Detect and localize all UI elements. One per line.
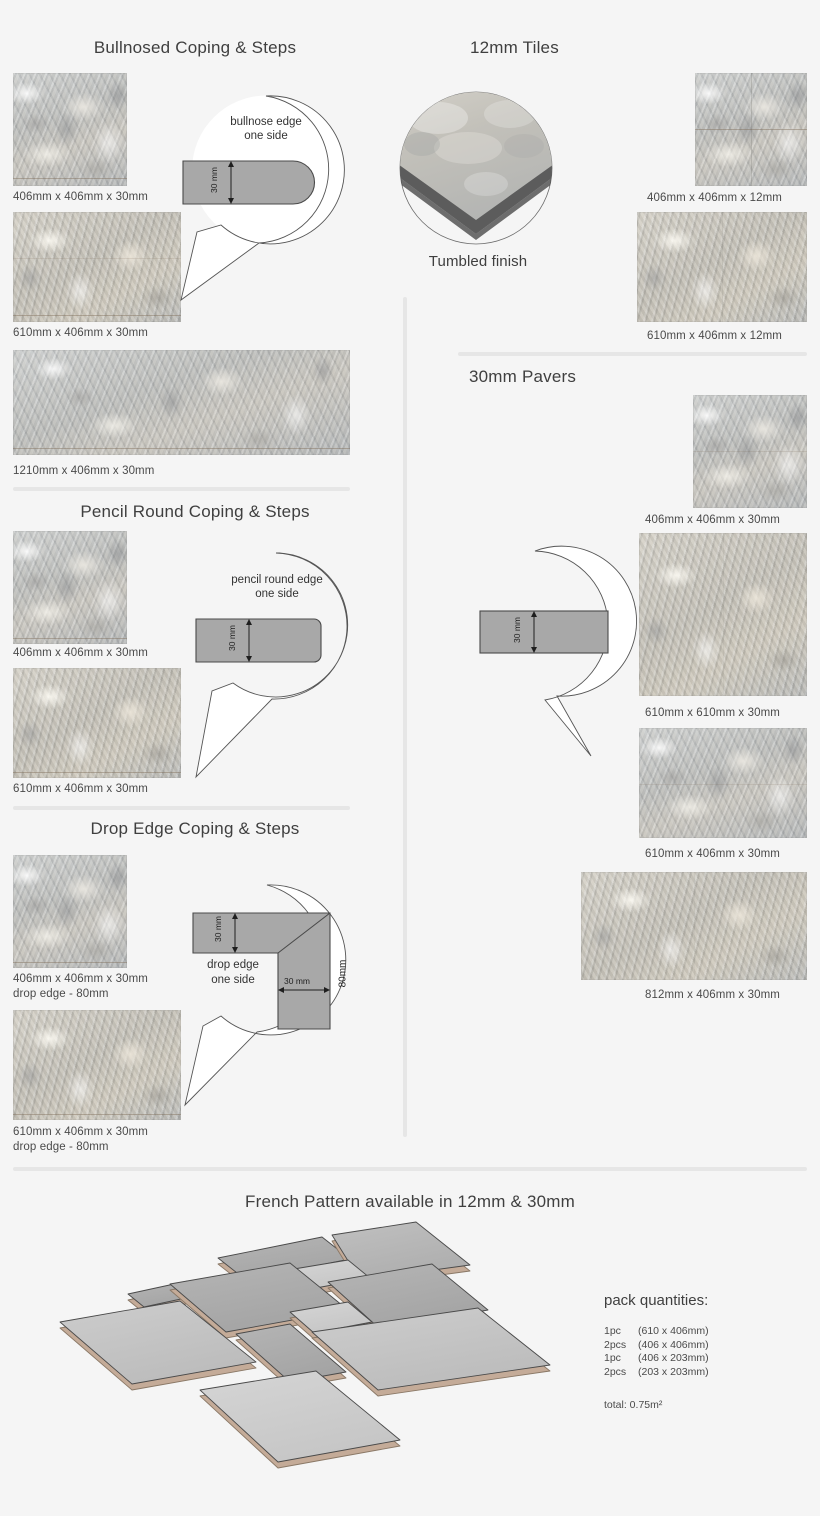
stone-seam	[693, 451, 807, 452]
pack-item-qty: 2pcs	[604, 1338, 627, 1351]
callout-line-1: pencil round edge	[231, 574, 323, 586]
pack-item-qty: 1pc	[604, 1325, 621, 1337]
callout-line-2: one side	[211, 974, 255, 986]
pack-total: total: 0.75m²	[604, 1399, 663, 1411]
callout-line-1: bullnose edge	[230, 116, 302, 128]
product-caption-dropedge-610	[13, 1125, 148, 1155]
stone-seam	[723, 533, 724, 696]
product-caption-tile-610: 610mm x 406mm x 12mm	[647, 330, 782, 342]
pack-item-size: (203 x 203mm)	[638, 1365, 709, 1378]
pack-item-qty: 1pc	[604, 1352, 621, 1364]
section-divider-2	[13, 806, 350, 810]
product-caption-paver-610: 610mm x 406mm x 30mm	[645, 848, 780, 860]
stone-seam	[13, 1114, 181, 1115]
callout-drop-edge	[185, 880, 360, 1120]
section-title-drop-edge: Drop Edge Coping & Steps	[90, 819, 300, 838]
callout-line-2: one side	[255, 588, 299, 600]
tumbled-finish-illustration	[398, 88, 558, 248]
product-image-paver-406	[693, 395, 807, 508]
product-image-bullnosed-1210	[13, 350, 350, 455]
dimension-label-drop-height: 80mm	[337, 959, 349, 988]
stone-seam	[13, 962, 127, 963]
product-caption-bullnosed-1210: 1210mm x 406mm x 30mm	[13, 465, 155, 477]
caption-line-1: 610mm x 406mm x 30mm	[13, 1126, 148, 1138]
stone-seam	[13, 178, 127, 179]
stone-seam	[13, 772, 181, 773]
section-title-bullnosed: Bullnosed Coping & Steps	[93, 38, 297, 57]
stone-seam	[13, 315, 181, 316]
stone-seam	[13, 448, 350, 449]
dimension-label-top-thickness: 30 mm	[213, 916, 223, 942]
product-image-paver-812	[581, 872, 807, 980]
dimension-label-thickness: 30 mm	[227, 625, 237, 651]
tumbled-finish-caption: Tumbled finish	[428, 253, 528, 270]
stone-seam	[695, 129, 807, 130]
pack-quantities-title: pack quantities:	[604, 1292, 709, 1309]
stone-seam	[639, 784, 807, 785]
section-title-pencil-round: Pencil Round Coping & Steps	[80, 502, 310, 521]
caption-line-2: drop edge - 80mm	[13, 988, 109, 1000]
product-image-pencil-406	[13, 531, 127, 644]
callout-line-2: one side	[244, 130, 288, 142]
caption-line-1: 406mm x 406mm x 30mm	[13, 973, 148, 985]
product-caption-bullnosed-610: 610mm x 406mm x 30mm	[13, 327, 148, 339]
product-image-pencil-610	[13, 668, 181, 778]
product-image-tile-406	[695, 73, 807, 186]
pack-quantities-list	[604, 1325, 709, 1379]
french-pattern-diagram	[60, 1228, 570, 1478]
product-image-paver-610sq	[639, 533, 807, 696]
product-caption-paver-406: 406mm x 406mm x 30mm	[645, 514, 780, 526]
callout-paver-thickness	[452, 543, 632, 793]
dimension-label-thickness: 30 mm	[209, 167, 219, 193]
section-divider-3	[458, 352, 807, 356]
product-image-dropedge-406	[13, 855, 127, 968]
product-caption-tile-406: 406mm x 406mm x 12mm	[647, 192, 782, 204]
product-image-dropedge-610	[13, 1010, 181, 1120]
stone-seam	[13, 258, 181, 259]
callout-bullnose	[176, 80, 356, 320]
dimension-label-edge-width: 30 mm	[284, 976, 310, 986]
product-caption-bullnosed-406: 406mm x 406mm x 30mm	[13, 191, 148, 203]
caption-line-2: drop edge - 80mm	[13, 1141, 109, 1153]
dimension-label-thickness: 30 mm	[512, 617, 522, 643]
product-caption-paver-610sq: 610mm x 610mm x 30mm	[645, 707, 780, 719]
callout-pencil-round	[196, 545, 366, 790]
section-title-12mm-tiles: 12mm Tiles	[470, 38, 559, 57]
stone-seam	[694, 872, 695, 980]
callout-line-1: drop edge	[207, 959, 259, 971]
pack-item	[604, 1339, 709, 1353]
product-caption-pencil-610: 610mm x 406mm x 30mm	[13, 783, 148, 795]
product-image-bullnosed-406	[13, 73, 127, 186]
section-title-30mm-pavers: 30mm Pavers	[469, 367, 577, 386]
pack-item	[604, 1366, 709, 1380]
product-caption-dropedge-406	[13, 972, 148, 1002]
section-title-french-pattern: French Pattern available in 12mm & 30mm	[245, 1192, 575, 1211]
stone-seam	[722, 212, 723, 322]
product-caption-paver-812: 812mm x 406mm x 30mm	[645, 989, 780, 1001]
callout-drop-edge-label	[187, 958, 279, 988]
pack-item-size: (406 x 203mm)	[638, 1352, 709, 1364]
product-image-tile-610	[637, 212, 807, 322]
stone-seam	[13, 638, 127, 639]
pack-item-qty: 2pcs	[604, 1365, 627, 1378]
pack-item-size: (610 x 406mm)	[638, 1325, 709, 1337]
section-divider-bottom	[13, 1167, 807, 1171]
section-divider-1	[13, 487, 350, 491]
pack-item	[604, 1352, 709, 1366]
pack-item	[604, 1325, 709, 1339]
pack-item-size: (406 x 406mm)	[638, 1338, 709, 1351]
column-divider	[403, 297, 407, 1137]
product-caption-pencil-406: 406mm x 406mm x 30mm	[13, 647, 148, 659]
product-image-bullnosed-610	[13, 212, 181, 322]
product-image-paver-610	[639, 728, 807, 838]
callout-pencil-round-label	[202, 573, 352, 601]
callout-bullnose-label	[198, 115, 334, 143]
